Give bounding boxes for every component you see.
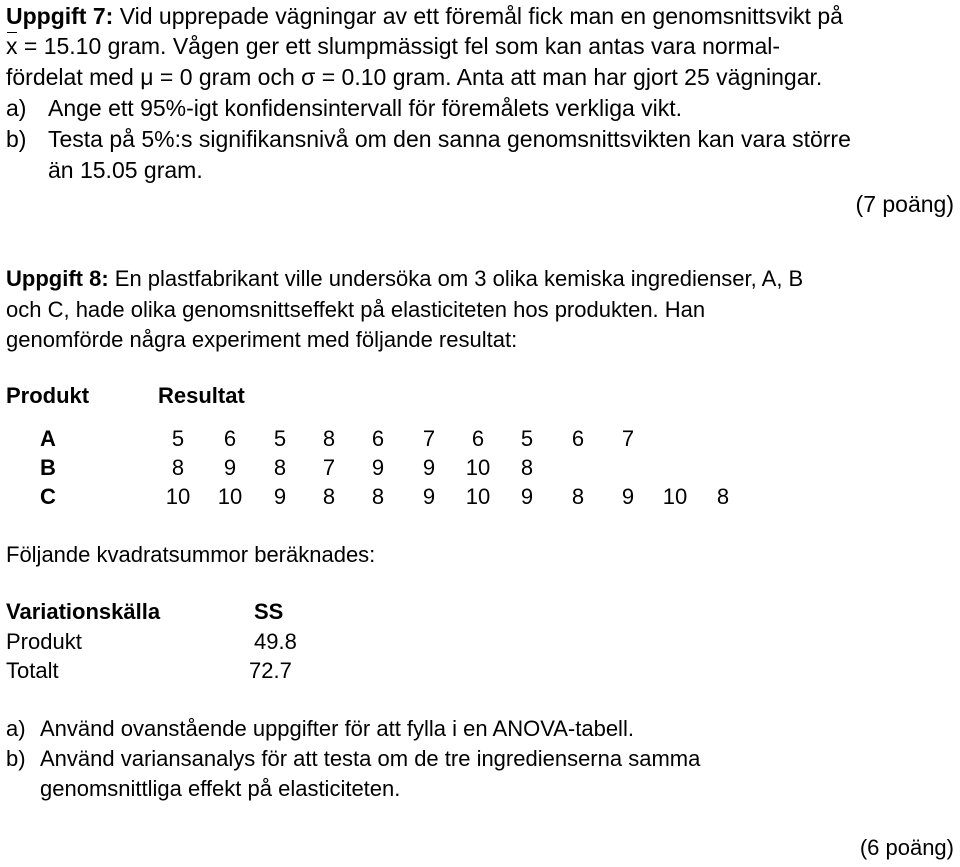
- uppgift8-line1-text: En plastfabrikant ville undersöka om 3 olika kemiska ingredienser, A, B: [108, 266, 804, 291]
- result-value: 6: [371, 426, 385, 451]
- result-value: 5: [520, 426, 534, 451]
- result-row-label: A: [40, 426, 56, 451]
- result-value: 9: [223, 455, 237, 480]
- uppgift7-line2-text: = 15.10 gram. Vågen ger ett slumpmässigt fel som kan antas vara normal-: [17, 33, 781, 59]
- uppgift8-line1: [6, 264, 803, 294]
- result-value: 9: [621, 484, 635, 509]
- uppgift8-a-text: Använd ovanstående uppgifter för att fylla i en ANOVA-tabell.: [40, 716, 634, 741]
- result-value: 7: [621, 426, 635, 451]
- uppgift8-b-text1: Använd variansanalys för att testa om de tre ingredienserna samma: [40, 746, 701, 771]
- result-value: 6: [571, 426, 585, 451]
- uppgift7-b-text2: än 15.05 gram.: [48, 157, 203, 183]
- result-value: 9: [273, 484, 287, 509]
- result-value: 9: [371, 455, 385, 480]
- uppgift8-b-label: b): [6, 746, 26, 771]
- result-value: 9: [520, 484, 534, 509]
- ss-col-ss: SS: [254, 599, 284, 624]
- xbar-symbol: x: [6, 30, 18, 62]
- result-value: 10: [662, 484, 688, 509]
- ss-row-produkt-value: 49.8: [254, 629, 297, 654]
- result-value: 8: [371, 484, 385, 509]
- result-value: 10: [465, 455, 491, 480]
- result-value: 10: [465, 484, 491, 509]
- ss-row-totalt-label: Totalt: [6, 658, 59, 683]
- result-value: 8: [171, 455, 185, 480]
- col-produkt-header: Produkt: [6, 383, 90, 408]
- uppgift8-points: (6 poäng): [859, 835, 954, 860]
- ss-intro: Följande kvadratsummor beräknades:: [6, 542, 376, 567]
- result-value: 8: [273, 455, 287, 480]
- uppgift7-b-text1: Testa på 5%:s signifikansnivå om den sanna genomsnittsvikten kan vara större: [48, 126, 851, 152]
- uppgift7-b-label: b): [6, 126, 27, 152]
- result-value: 9: [422, 484, 436, 509]
- uppgift7-a-label: a): [6, 95, 27, 121]
- uppgift8-a-label: a): [6, 716, 26, 741]
- uppgift7-line2: [6, 30, 780, 62]
- uppgift8-heading: Uppgift 8:: [6, 266, 109, 291]
- result-value: 10: [217, 484, 243, 509]
- ss-row-produkt-label: Produkt: [6, 629, 82, 654]
- result-row-label: C: [40, 484, 56, 509]
- result-value: 7: [422, 426, 436, 451]
- result-value: 8: [571, 484, 585, 509]
- result-value: 8: [322, 484, 336, 509]
- result-value: 8: [716, 484, 730, 509]
- uppgift7-a-text: Ange ett 95%-igt konfidensintervall för föremålets verkliga vikt.: [48, 95, 683, 121]
- uppgift7-points: (7 poäng): [855, 191, 954, 217]
- ss-row-totalt-value: 72.7: [249, 658, 292, 683]
- result-value: 5: [273, 426, 287, 451]
- result-row-label: B: [40, 455, 56, 480]
- result-value: 5: [171, 426, 185, 451]
- uppgift8-line3: genomförde några experiment med följande resultat:: [6, 327, 518, 352]
- result-value: 6: [223, 426, 237, 451]
- uppgift7-line1-text: Vid upprepade vägningar av ett föremål fick man en genomsnittsvikt på: [113, 3, 843, 29]
- result-value: 8: [322, 426, 336, 451]
- uppgift7-line3: fördelat med μ = 0 gram och σ = 0.10 gram. Anta att man har gjort 25 vägningar.: [6, 64, 823, 90]
- result-value: 7: [322, 455, 336, 480]
- result-value: 8: [520, 455, 534, 480]
- result-value: 6: [471, 426, 485, 451]
- result-value: 9: [422, 455, 436, 480]
- uppgift7-line1: [6, 0, 843, 32]
- uppgift8-b-text2: genomsnittliga effekt på elasticiteten.: [40, 776, 401, 801]
- uppgift8-line2: och C, hade olika genomsnittseffekt på elasticiteten hos produkten. Han: [6, 297, 706, 322]
- uppgift7-heading: Uppgift 7:: [6, 3, 114, 29]
- col-resultat-header: Resultat: [158, 383, 245, 408]
- result-value: 10: [165, 484, 191, 509]
- ss-col-variationskalla: Variationskälla: [6, 599, 161, 624]
